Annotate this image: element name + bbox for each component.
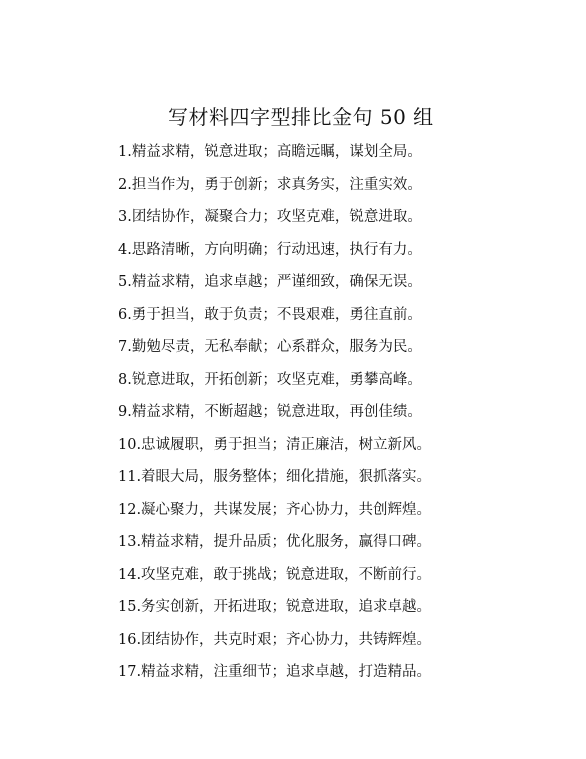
list-item: 2.担当作为，勇于创新；求真务实，注重实效。 xyxy=(118,176,422,193)
list-item: 6.勇于担当，敢于负责；不畏艰难，勇往直前。 xyxy=(118,306,422,323)
document-title: 写材料四字型排比金句 50 组 xyxy=(168,105,434,129)
list-item: 13.精益求精，提升品质；优化服务，赢得口碑。 xyxy=(118,534,432,550)
list-item: 7.勤勉尽责，无私奉献；心系群众，服务为民。 xyxy=(118,339,422,355)
list-item: 4.思路清晰，方向明确；行动迅速，执行有力。 xyxy=(118,241,422,258)
list-item: 10.忠诚履职，勇于担当；清正廉洁，树立新风。 xyxy=(118,436,432,453)
list-item: 11.着眼大局，服务整体；细化措施，狠抓落实。 xyxy=(118,469,432,485)
list-item: 5.精益求精，追求卓越；严谨细致，确保无误。 xyxy=(118,274,422,290)
list-item: 3.团结协作，凝聚合力；攻坚克难，锐意进取。 xyxy=(118,209,422,225)
list-item: 1.精益求精，锐意进取；高瞻远瞩，谋划全局。 xyxy=(118,144,422,160)
phrase-list xyxy=(118,139,578,692)
list-item: 17.精益求精，注重细节；追求卓越，打造精品。 xyxy=(118,664,432,680)
list-item: 9.精益求精，不断超越；锐意进取，再创佳绩。 xyxy=(118,404,422,420)
list-item: 15.务实创新，开拓进取；锐意进取，追求卓越。 xyxy=(118,599,432,615)
list-item: 16.团结协作，共克时艰；齐心协力，共铸辉煌。 xyxy=(118,631,432,648)
list-item: 12.凝心聚力，共谋发展；齐心协力，共创辉煌。 xyxy=(118,501,432,518)
list-item: 8.锐意进取，开拓创新；攻坚克难，勇攀高峰。 xyxy=(118,371,422,388)
list-item: 14.攻坚克难，敢于挑战；锐意进取，不断前行。 xyxy=(118,566,432,583)
